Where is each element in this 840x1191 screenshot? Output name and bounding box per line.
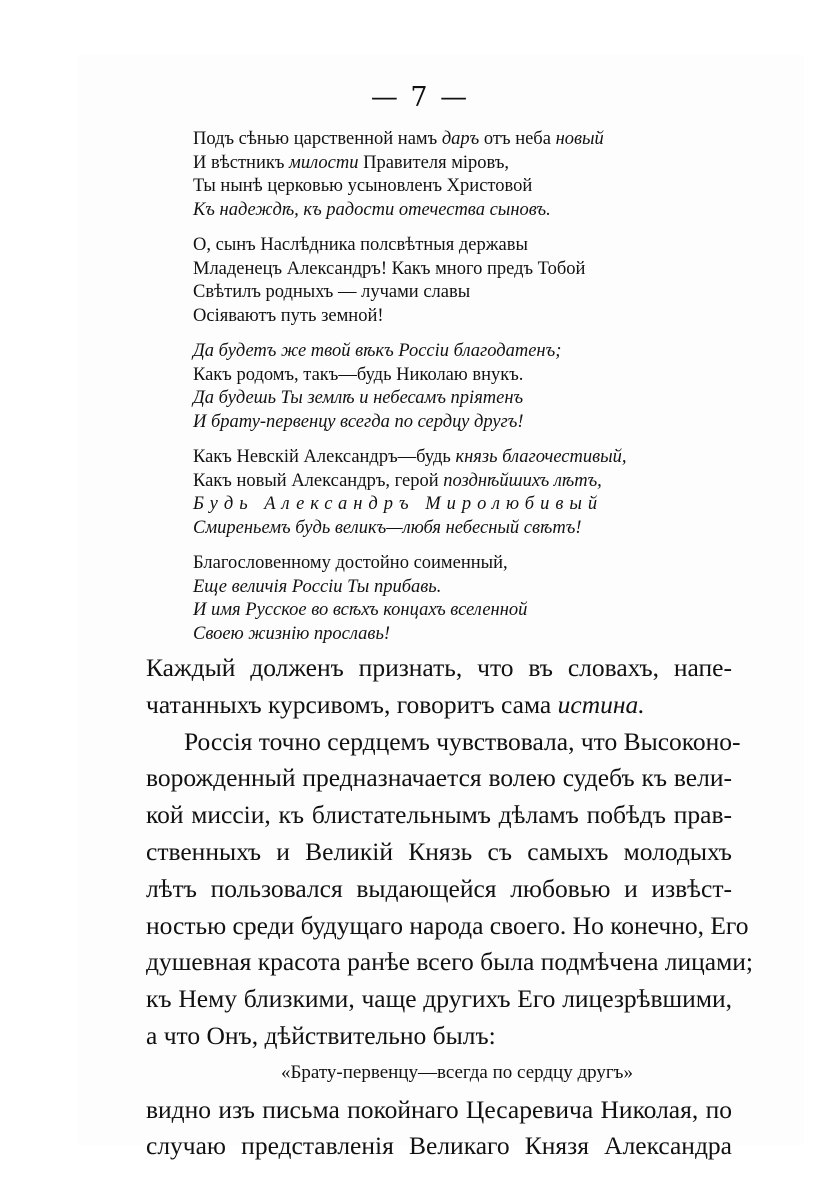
prose-line — [146, 871, 732, 908]
poem-line — [193, 305, 673, 329]
poem-line — [193, 517, 673, 541]
text-segment: Ты нынѣ церковью усыновленъ Христовой — [193, 176, 533, 196]
prose-line — [146, 834, 732, 871]
poem-line — [193, 234, 673, 258]
poem-line — [193, 152, 673, 176]
italic-text: даръ — [441, 129, 480, 149]
poem-block — [193, 128, 673, 658]
poem-line — [193, 411, 673, 435]
italic-text: истина. — [557, 689, 645, 719]
italic-text: новый — [555, 129, 604, 149]
text-segment: Осіяваютъ путь земной! — [193, 305, 384, 326]
prose-block — [146, 650, 753, 1165]
text-segment: Свѣтилъ родныхъ — лучами славы — [193, 282, 471, 302]
text-segment: Подъ сѣнью царственной намъ — [193, 129, 442, 149]
italic-text: Да будешь Ты землѣ и небесамъ пріятенъ — [193, 388, 524, 408]
italic-text: Къ надеждѣ, къ радости отечества сыновъ. — [193, 199, 551, 220]
prose-line — [146, 944, 753, 981]
italic-text: князь благочестивый, — [455, 447, 627, 467]
text-segment: случаю представленія Великаго Князя Александра — [146, 1131, 732, 1161]
italic-text: Еще величія Россіи Ты прибавь. — [193, 576, 442, 597]
italic-text: Да будетъ же твой вѣкъ Россіи благодатенъ; — [193, 341, 562, 361]
poem-line — [193, 128, 673, 152]
poem-stanza — [193, 128, 673, 222]
text-segment: кой миссіи, къ блистательнымъ дѣламъ побѣдъ прав- — [146, 800, 732, 830]
italic-text: И имя Русское во всѣхъ концахъ вселенной — [193, 600, 528, 620]
text-segment: Каждый долженъ признать, что въ словахъ, напе- — [146, 653, 732, 682]
text-segment: а что Онъ, дѣйствительно былъ: — [146, 1020, 496, 1050]
text-segment: О, сынъ Наслѣдника полсвѣтныя державы — [193, 235, 528, 255]
italic-text: милости — [289, 152, 359, 173]
text-segment: Какъ родомъ, такъ—будь Николаю внукъ. — [193, 364, 524, 385]
text-segment: ворожденный предназначается волею судебъ къ вели- — [146, 763, 732, 793]
text-segment: «Брату-первенцу—всегда по сердцу другъ» — [281, 1061, 634, 1083]
poem-line — [193, 199, 673, 223]
text-segment: Правителя міровъ, — [358, 152, 510, 173]
text-segment: чатанныхъ курсивомъ, говоритъ сама — [146, 689, 558, 719]
text-segment: Благословенному достойно соименный, — [193, 553, 508, 573]
poem-line — [193, 599, 673, 623]
italic-text: И брату-первенцу всегда по сердцу другъ! — [193, 411, 524, 432]
poem-line — [193, 470, 673, 494]
text-segment: лѣтъ пользовался выдающейся любовью и извѣст- — [146, 873, 732, 903]
text-segment: видно изъ письма покойнаго Цесаревича Николая, по — [146, 1094, 732, 1124]
text-segment: душевная красота ранѣе всего была подмѣчена лицами; — [146, 947, 753, 977]
text-segment: Россія точно сердцемъ чувствовала, что Высоконо- — [184, 726, 741, 756]
poem-line — [193, 364, 673, 388]
italic-text: позднѣйшихъ лѣтъ, — [443, 470, 602, 491]
text-segment: Какъ новый Александръ, герой — [193, 470, 444, 491]
poem-stanza — [193, 552, 673, 646]
poem-stanza — [193, 446, 673, 540]
page-number: — 7 — — [370, 82, 470, 113]
poem-stanza — [193, 340, 673, 434]
prose-line — [146, 650, 732, 687]
italic-text: Смиреньемъ будь великъ—любя небесный свѣтъ! — [193, 517, 582, 538]
prose-line — [146, 981, 732, 1018]
poem-line — [193, 258, 673, 282]
text-segment: ственныхъ и Великій Князь съ самыхъ молодыхъ — [146, 836, 732, 866]
text-segment: Младенецъ Александръ! Какъ много предъ Тобой — [193, 258, 586, 279]
prose-line — [146, 1128, 732, 1165]
prose-line — [146, 908, 749, 945]
italic-text: Своею жизнію прославь! — [193, 623, 391, 644]
text-segment: ностью среди будущаго народа своего. Но конечно, Его — [146, 910, 749, 940]
text-segment: Какъ Невскій Александръ—будь — [193, 447, 456, 467]
text-segment: къ Нему близкими, чаще другихъ Его лицезрѣвшими, — [146, 984, 732, 1014]
poem-line — [193, 340, 673, 364]
quote-line — [146, 1055, 732, 1092]
poem-line — [193, 576, 673, 600]
poem-line — [193, 387, 673, 411]
poem-stanza — [193, 234, 673, 328]
prose-line — [146, 724, 741, 761]
italic-text: Будь Александръ Миролюбивый — [193, 494, 604, 514]
poem-line — [193, 175, 673, 199]
prose-line — [146, 760, 732, 797]
poem-line — [193, 446, 673, 470]
prose-line — [146, 1092, 732, 1129]
poem-line — [193, 623, 673, 647]
prose-line — [146, 797, 732, 834]
poem-line — [193, 281, 673, 305]
poem-line — [193, 552, 673, 576]
prose-line — [146, 687, 732, 724]
prose-line — [146, 1018, 732, 1055]
text-segment: отъ неба — [479, 129, 556, 149]
poem-line — [193, 493, 673, 517]
text-segment: И вѣстникъ — [193, 152, 290, 173]
